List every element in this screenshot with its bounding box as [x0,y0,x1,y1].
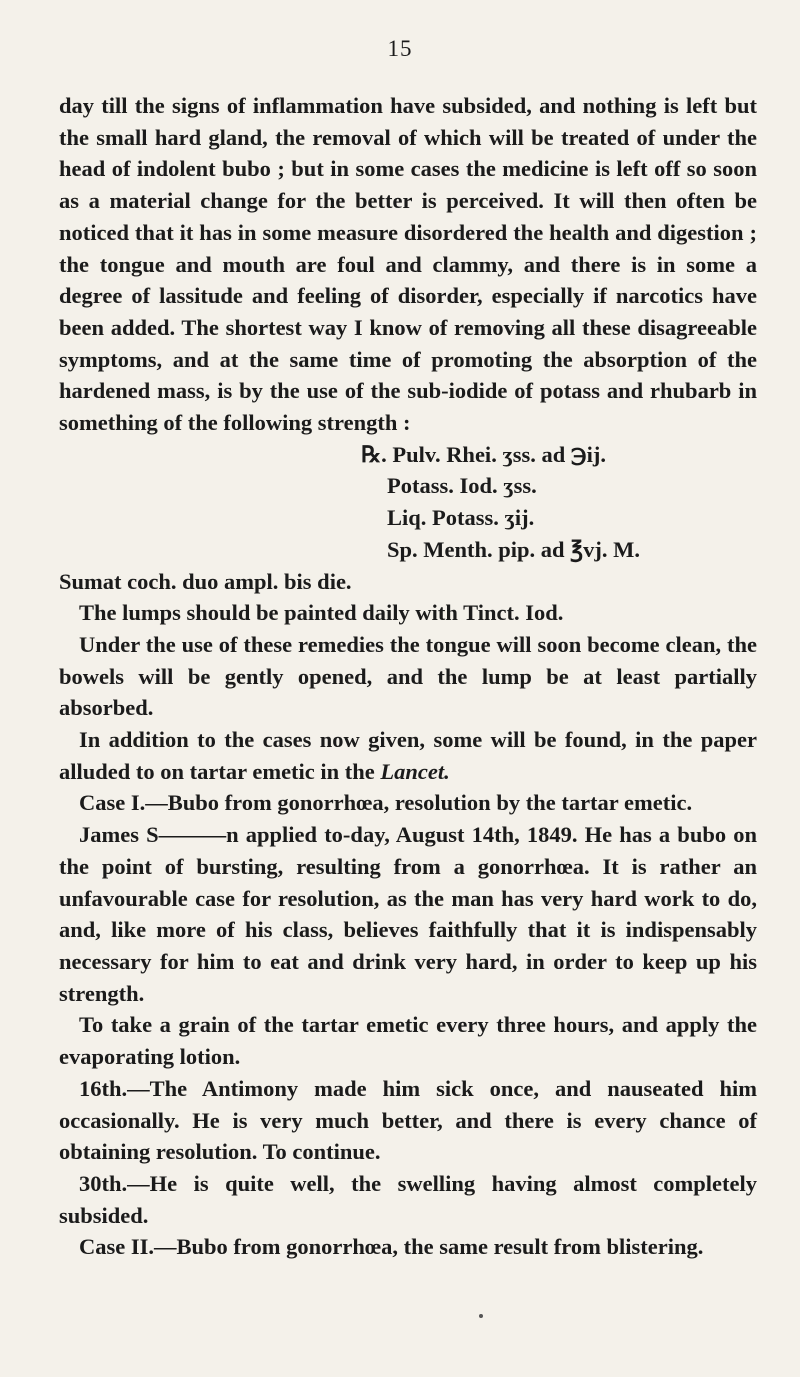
prescription [59,439,757,566]
lancet-title: Lancet. [380,758,450,784]
paragraph-tincture: The lumps should be painted daily with Tinct. Iod. [79,600,564,626]
paragraph-case-one-30th: 30th.—He is quite well, the swelling having almost completely subsided. [59,1170,757,1228]
paragraph-case-one-16th: 16th.—The Antimony made him sick once, and nauseated him occasionally. He is very much better, and there is every chance of obtaining resolution. To continue. [59,1075,757,1165]
prescription-line-potass-iodide: Potass. Iod. ʒss. [387,473,537,499]
prescription-line-liquor-potass: Liq. Potass. ʒij. [387,505,535,531]
paragraph-case-one-history: James S———n applied to-day, August 14th, 1849. He has a bubo on the point of bursting, resulting from a gonorrhœa. It is rather an unfavourable case for resolution, as the man has very hard work to do, and, like more of his class, believes faithfully that it is indispensably necessary for him to eat and drink very hard, in order to keep up his strength. [59,822,757,1006]
paragraph-case-two-heading: Case II.—Bubo from gonorrhœa, the same result from blistering. [79,1234,704,1260]
paragraph-inflammation: day till the signs of inflammation have subsided, and nothing is left but the small hard gland, the removal of which will be treated of under the head of indolent bubo ; but in some cases the medicine is left off so soon as a material change for the better is perceived. It will then often be noticed that it has in some measure disordered the health and digestion ; the tongue and mouth are foul and clammy, and there is in some a degree of lassitude and feeling of disorder, especially if narcotics have been added. The shortest way I know of removing all these disagreeable symptoms, and at the same time of promoting the absorption of the hardened mass, is by the use of the sub-iodide of potass and rhubarb in something of the following strength : [59,93,757,436]
paragraph-dosage: Sumat coch. duo ampl. bis die. [59,568,352,594]
prescription-line-rhubarb: ℞. Pulv. Rhei. ʒss. ad ℈ij. [361,441,606,467]
lancet-text: In addition to the cases now given, some will be found, in the paper alluded to on tartar emetic in the [59,727,757,784]
paragraph-case-one-heading: Case I.—Bubo from gonorrhœa, resolution by the tartar emetic. [79,790,693,816]
prescription-line-spirit-mint: Sp. Menth. pip. ad ℥vj. M. [387,536,641,562]
page-number: 15 [387,36,413,61]
paragraph-remedies: Under the use of these remedies the tongue will soon become clean, the bowels will be gently opened, and the lump be at least partially absorbed. [59,631,757,721]
paragraph-case-one-treatment: To take a grain of the tartar emetic every three hours, and apply the evaporating lotion. [59,1012,757,1070]
print-speck [479,1314,483,1318]
paragraph-lancet [59,724,757,787]
body-text [59,90,757,1263]
